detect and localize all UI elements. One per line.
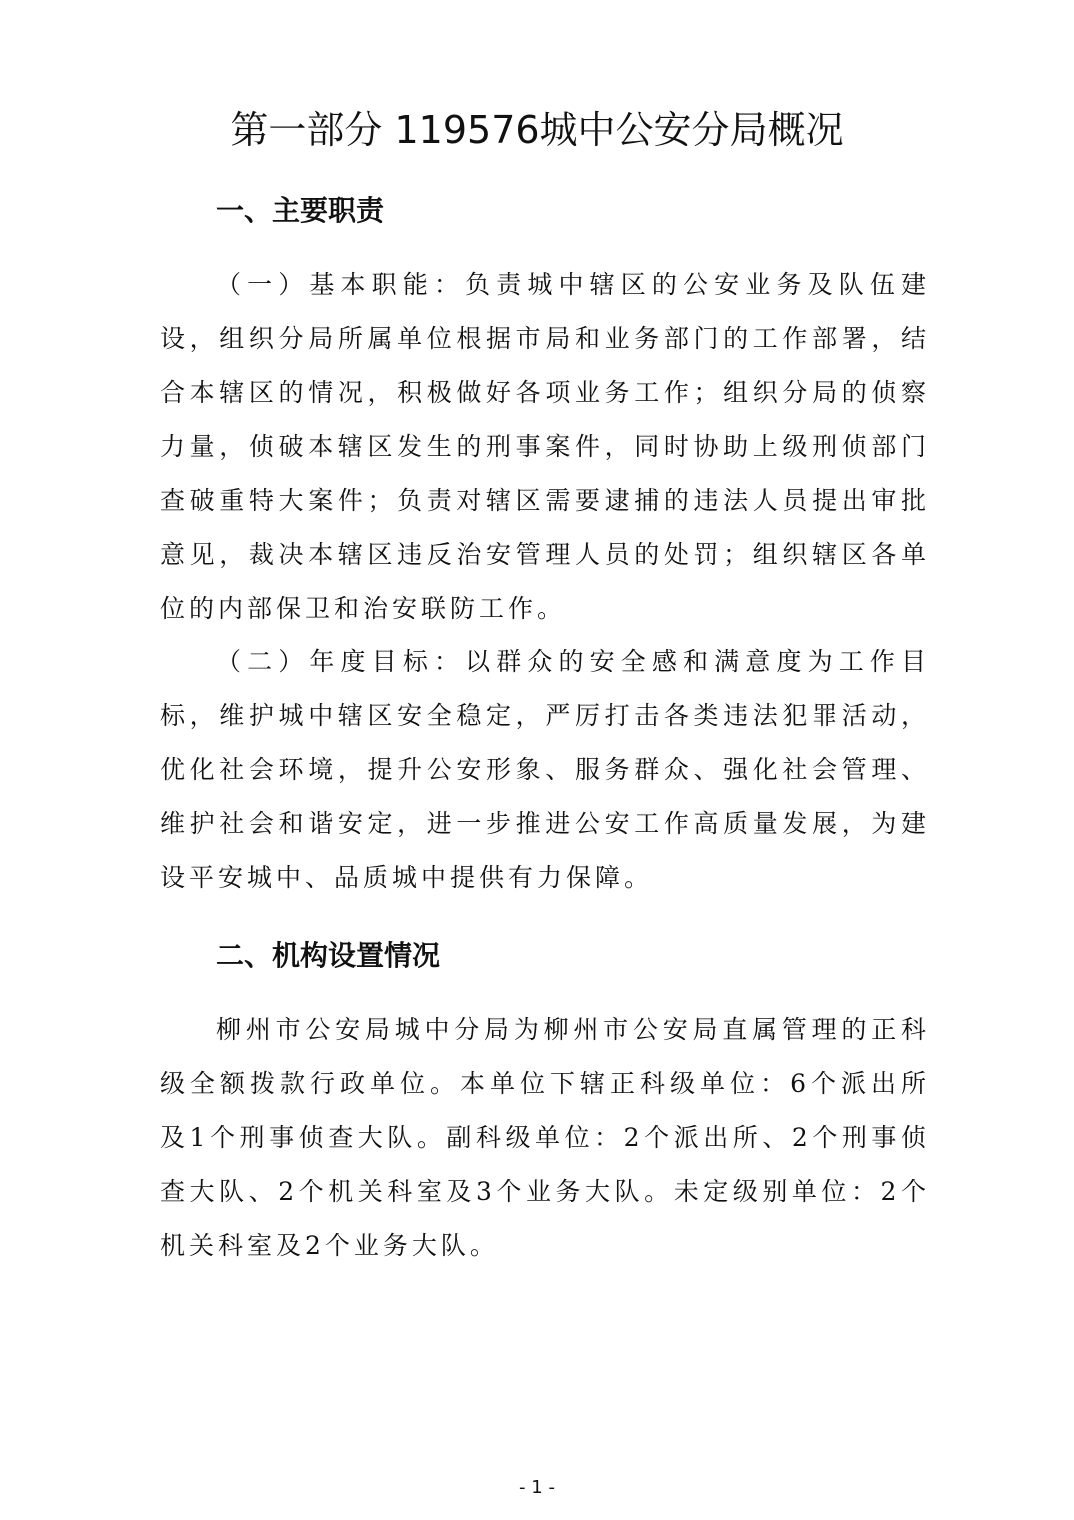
section-heading-main-duties: 一、主要职责: [216, 194, 385, 227]
paragraph-basic-functions: （一）基本职能：负责城中辖区的公安业务及队伍建设，组织分局所属单位根据市局和业务部门的工作部署，结合本辖区的情况，积极做好各项业务工作；组织分局的侦察力量，侦破本辖区发生的刑事案件，同时协助上级刑侦部门查破重特大案件；负责对辖区需要逮捕的违法人员提出审批意见，裁决本辖区违反治安管理人员的处罚；组织辖区各单位的内部保卫和治安联防工作。: [160, 270, 930, 623]
paragraph-annual-goals: （二）年度目标：以群众的安全感和满意度为工作目标，维护城中辖区安全稳定，严厉打击各类违法犯罪活动，优化社会环境，提升公安形象、服务群众、强化社会管理、维护社会和谐安定，进一步推进公安工作高质量发展，为建设平安城中、品质城中提供有力保障。: [160, 647, 930, 892]
document-title: 第一部分 119576城中公安分局概况: [230, 108, 844, 152]
section-heading-organization: 二、机构设置情况: [216, 939, 441, 972]
page-number: - 1 -: [519, 1477, 555, 1498]
paragraph-organization-setup: 柳州市公安局城中分局为柳州市公安局直属管理的正科级全额拨款行政单位。本单位下辖正科级单位：6个派出所及1个刑事侦查大队。副科级单位：2个派出所、2个刑事侦查大队、2个机关科室及3个业务大队。未定级别单位：2个机关科室及2个业务大队。: [160, 1015, 930, 1260]
